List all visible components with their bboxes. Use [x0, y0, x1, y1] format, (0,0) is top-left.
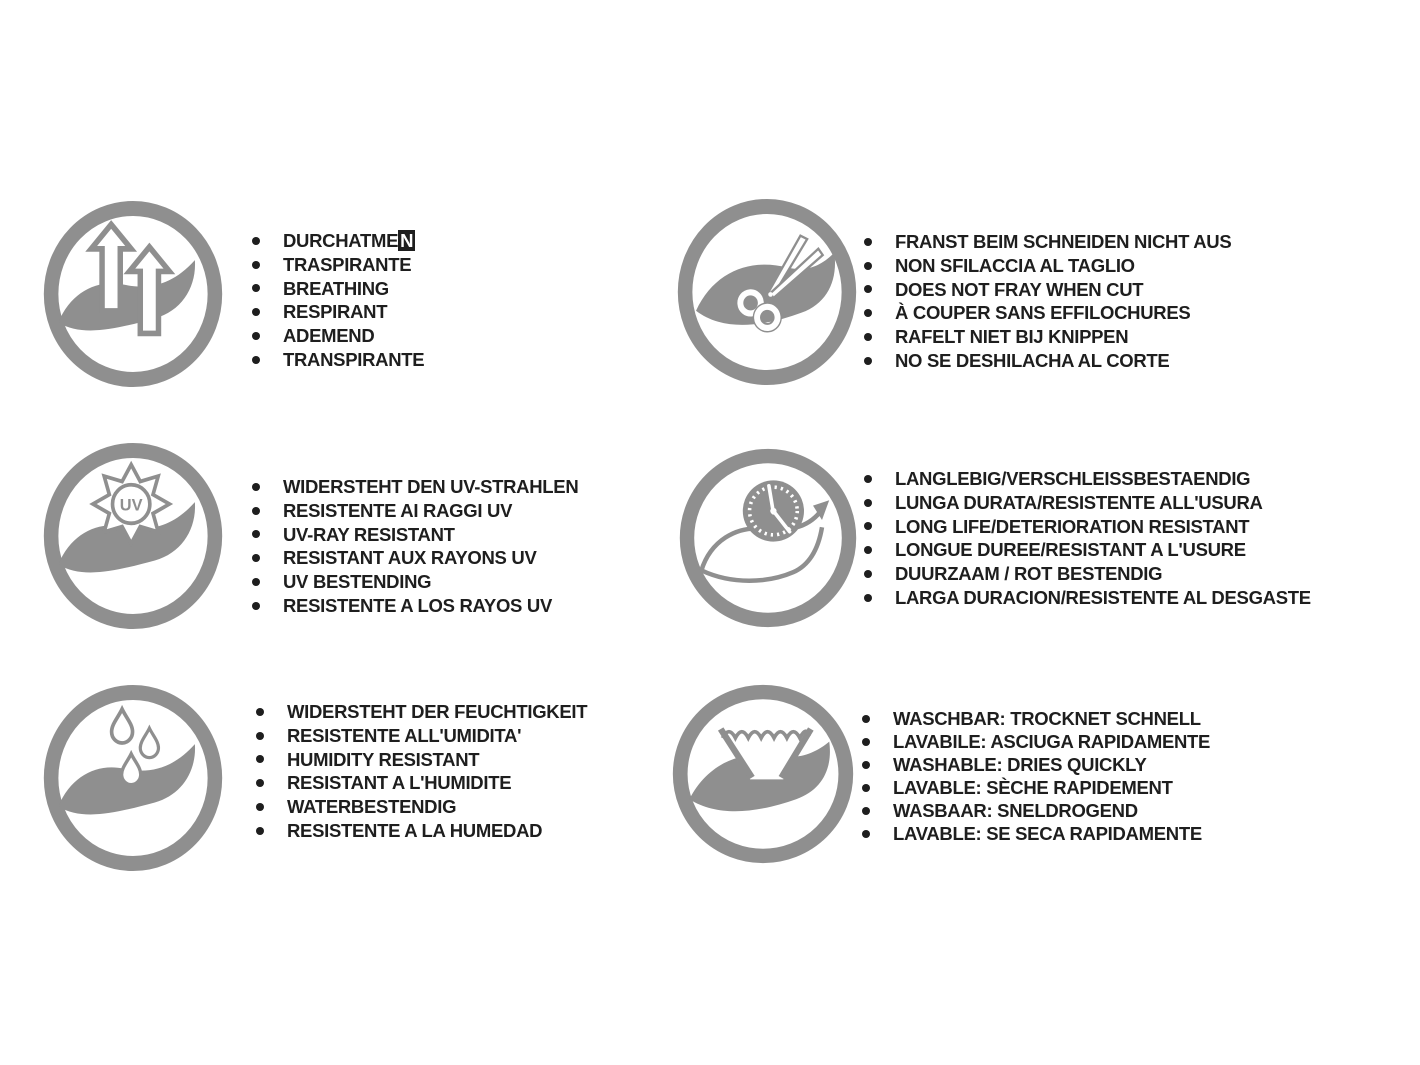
list-item: [862, 799, 1210, 822]
list-item: [256, 795, 587, 819]
list-item: [864, 325, 1231, 349]
bullet-icon: [864, 357, 872, 365]
list-item: [864, 278, 1231, 302]
list-item: [256, 819, 587, 843]
feature-text: UV-RAY RESISTANT: [283, 523, 455, 545]
feature-text: LAVABLE: SÈCHE RAPIDEMENT: [893, 777, 1173, 798]
bullet-icon: [862, 807, 870, 815]
feature-text: RESPIRANT: [283, 301, 388, 323]
feature-text: LONG LIFE/DETERIORATION RESISTANT: [895, 515, 1250, 537]
feature-text: ADEMEND: [283, 325, 375, 347]
uv-sun-fabric-icon: [42, 442, 224, 630]
bullet-icon: [252, 578, 260, 586]
list-item: [252, 324, 424, 348]
bullet-icon: [864, 238, 872, 246]
list-item: [862, 730, 1210, 753]
list-item: [864, 491, 1311, 515]
feature-text: RESISTENTE A LOS RAYOS UV: [283, 594, 553, 616]
bullet-icon: [864, 522, 872, 530]
feature-text-list: [252, 475, 578, 618]
bullet-icon: [256, 755, 264, 763]
list-item: [862, 822, 1210, 845]
bullet-icon: [252, 332, 260, 340]
bullet-icon: [864, 499, 872, 507]
bullet-icon: [864, 546, 872, 554]
feature-text: LANGLEBIG/VERSCHLEISSBESTAENDIG: [895, 468, 1251, 489]
bullet-icon: [862, 738, 870, 746]
feature-text: LUNGA DURATA/RESISTENTE ALL'USURA: [895, 491, 1263, 513]
list-item: [862, 707, 1210, 730]
feature-text: WATERBESTENDIG: [287, 796, 457, 818]
bullet-icon: [256, 708, 264, 716]
water-drops-fabric-icon: [42, 684, 224, 872]
feature-text: BREATHING: [283, 277, 389, 299]
feature-text: LAVABLE: SE SECA RAPIDAMENTE: [893, 823, 1202, 844]
feature-text: TRANSPIRANTE: [283, 348, 425, 370]
bullet-icon: [256, 779, 264, 787]
list-item: [864, 538, 1311, 562]
scissors-fabric-icon: [676, 198, 858, 386]
list-item: [252, 277, 424, 301]
list-item: [256, 771, 587, 795]
feature-text: WASCHBAR: TROCKNET SCHNELL: [893, 708, 1201, 729]
feature-text: NON SFILACCIA AL TAGLIO: [895, 254, 1135, 276]
list-item: [252, 475, 578, 499]
wash-tub-icon: [671, 684, 855, 864]
feature-text: HUMIDITY RESISTANT: [287, 748, 480, 770]
list-item: [252, 229, 424, 253]
feature-text: NO SE DESHILACHA AL CORTE: [895, 349, 1170, 371]
list-item: [864, 515, 1311, 539]
list-item: [864, 586, 1311, 610]
list-item: [256, 700, 587, 724]
bullet-icon: [864, 285, 872, 293]
feature-text: LONGUE DUREE/RESISTANT A L'USURE: [895, 539, 1246, 561]
feature-text: TRASPIRANTE: [283, 253, 412, 275]
bullet-icon: [864, 570, 872, 578]
list-item: [252, 499, 578, 523]
list-item: [864, 230, 1231, 254]
feature-text: DOES NOT FRAY WHEN CUT: [895, 278, 1144, 300]
bullet-icon: [252, 554, 260, 562]
feature-text: RESISTANT AUX RAYONS UV: [283, 547, 537, 569]
list-item: [252, 546, 578, 570]
list-item: [864, 301, 1231, 325]
feature-text: À COUPER SANS EFFILOCHURES: [895, 302, 1191, 324]
bullet-icon: [864, 262, 872, 270]
bullet-icon: [864, 333, 872, 341]
bullet-icon: [252, 308, 260, 316]
clock-fabric-icon: [678, 448, 858, 628]
list-item: [256, 724, 587, 748]
bullet-icon: [252, 530, 260, 538]
bullet-icon: [862, 830, 870, 838]
feature-text: UV BESTENDING: [283, 571, 432, 593]
bullet-icon: [252, 237, 260, 245]
list-item: [864, 349, 1231, 373]
feature-text: RESISTENTE ALL'UMIDITA': [287, 724, 522, 746]
clock-center: [770, 508, 776, 514]
inverse-glyph: N: [400, 230, 414, 251]
feature-text: RESISTANT A L'HUMIDITE: [287, 772, 512, 794]
feature-text: LARGA DURACION/RESISTENTE AL DESGASTE: [895, 586, 1311, 608]
bullet-icon: [252, 507, 260, 515]
feature-text: DURCHATME N: [283, 230, 414, 251]
bullet-icon: [252, 483, 260, 491]
list-item: [252, 523, 578, 547]
bullet-icon: [252, 261, 260, 269]
feature-text: RESISTENTE AI RAGGI UV: [283, 499, 513, 521]
list-item: [252, 594, 578, 618]
feature-text-list: [256, 700, 587, 843]
bullet-icon: [864, 594, 872, 602]
feature-text: RAFELT NIET BIJ KNIPPEN: [895, 326, 1129, 348]
bullet-icon: [256, 827, 264, 835]
feature-text: LAVABILE: ASCIUGA RAPIDAMENTE: [893, 731, 1211, 752]
list-item: [252, 570, 578, 594]
feature-text-list: [252, 229, 424, 372]
bullet-icon: [862, 715, 870, 723]
bullet-icon: [252, 356, 260, 364]
list-item: [864, 562, 1311, 586]
bullet-icon: [862, 784, 870, 792]
feature-text: RESISTENTE A LA HUMEDAD: [287, 819, 543, 841]
feature-text: DUURZAAM / ROT BESTENDIG: [895, 563, 1163, 585]
bullet-icon: [862, 761, 870, 769]
feature-text: WIDERSTEHT DER FEUCHTIGKEIT: [287, 701, 588, 722]
bullet-icon: [256, 803, 264, 811]
feature-text: WASBAAR: SNELDROGEND: [893, 800, 1138, 821]
feature-text: WASHABLE: DRIES QUICKLY: [893, 754, 1147, 775]
feature-text-list: [862, 707, 1210, 845]
feature-text-list: [864, 230, 1231, 373]
feature-text-list: [864, 467, 1311, 610]
feature-text: FRANST BEIM SCHNEIDEN NICHT AUS: [895, 231, 1232, 252]
feature-text: WIDERSTEHT DEN UV-STRAHLEN: [283, 476, 579, 497]
list-item: [252, 300, 424, 324]
list-item: [256, 748, 587, 772]
list-item: [252, 348, 424, 372]
uv-label: UV: [119, 495, 143, 515]
bullet-icon: [864, 309, 872, 317]
list-item: [252, 253, 424, 277]
breathable-arrows-icon: [42, 200, 224, 388]
list-item: [864, 467, 1311, 491]
bullet-icon: [864, 475, 872, 483]
bullet-icon: [252, 284, 260, 292]
list-item: [862, 753, 1210, 776]
bullet-icon: [256, 732, 264, 740]
bullet-icon: [252, 602, 260, 610]
list-item: [862, 776, 1210, 799]
list-item: [864, 254, 1231, 278]
